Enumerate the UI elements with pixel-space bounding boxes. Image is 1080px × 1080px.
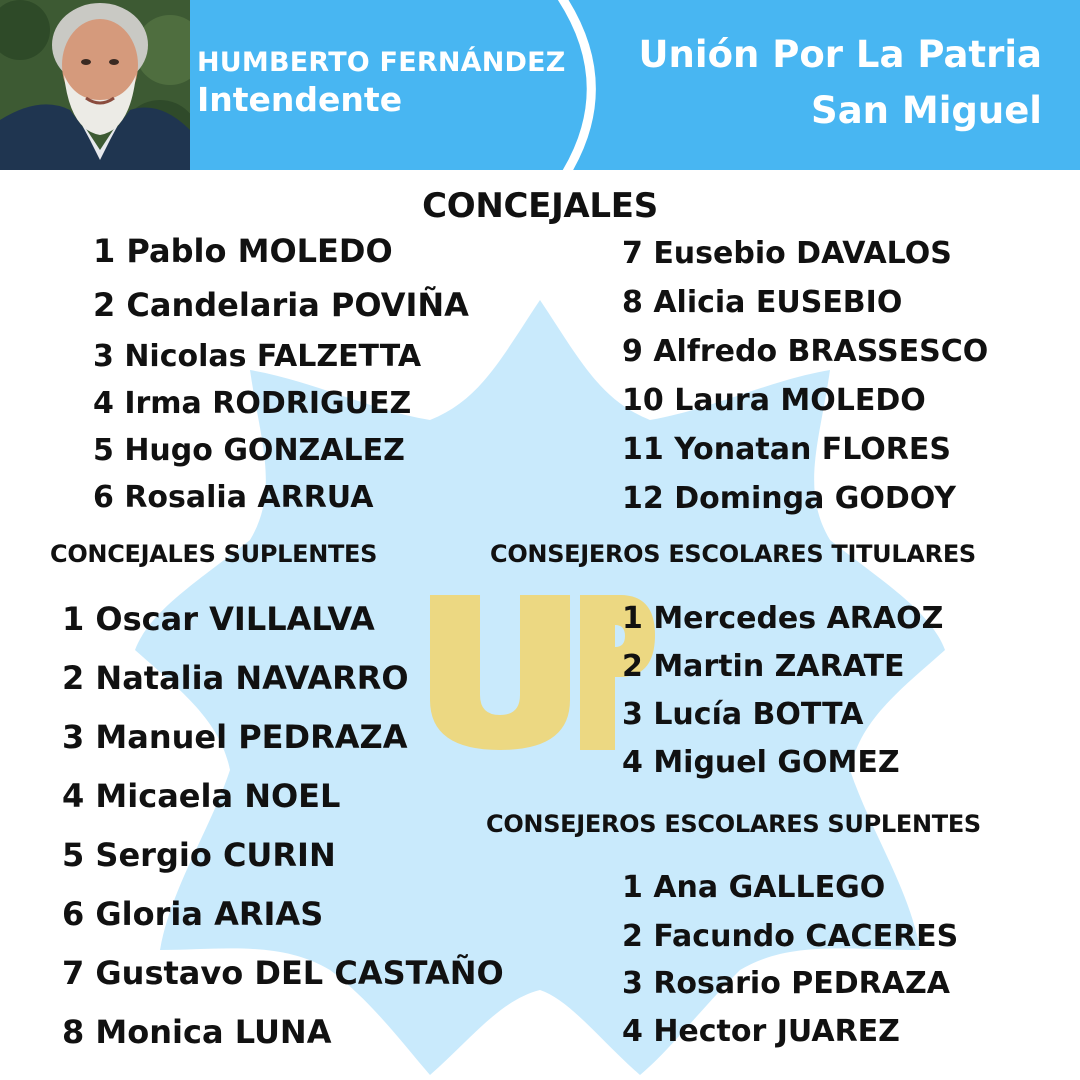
list-item: 1 Ana GALLEGO	[622, 870, 886, 905]
party-location: San Miguel	[811, 89, 1042, 132]
list-item: 3 Manuel PEDRAZA	[62, 718, 408, 756]
list-item: 8 Monica LUNA	[62, 1013, 332, 1051]
list-item: 6 Gloria ARIAS	[62, 895, 324, 933]
mayor-role: Intendente	[197, 80, 403, 119]
consejeros-suplentes-list	[622, 870, 1062, 1070]
concejales-list-left	[93, 232, 573, 522]
list-item: 4 Micaela NOEL	[62, 777, 341, 815]
list-item: 7 Gustavo DEL CASTAÑO	[62, 954, 504, 992]
concejales-suplentes-heading: CONCEJALES SUPLENTES	[50, 540, 378, 568]
concejales-list-right	[622, 236, 1062, 526]
eye-left	[81, 59, 91, 65]
list-item: 1 Oscar VILLALVA	[62, 600, 375, 638]
list-item: 9 Alfredo BRASSESCO	[622, 334, 989, 369]
list-item: 2 Martin ZARATE	[622, 649, 905, 684]
list-item: 11 Yonatan FLORES	[622, 432, 952, 467]
list-item: 10 Laura MOLEDO	[622, 383, 926, 418]
list-item: 6 Rosalia ARRUA	[93, 480, 374, 515]
header-banner	[0, 0, 1080, 170]
list-item: 1 Mercedes ARAOZ	[622, 601, 944, 636]
mayor-photo	[0, 0, 190, 170]
consejeros-titulares-heading: CONSEJEROS ESCOLARES TITULARES	[490, 540, 976, 568]
list-item: 7 Eusebio DAVALOS	[622, 236, 952, 271]
list-item: 4 Irma RODRIGUEZ	[93, 386, 412, 421]
list-item: 5 Sergio CURIN	[62, 836, 336, 874]
list-item: 5 Hugo GONZALEZ	[93, 433, 405, 468]
consejeros-titulares-list	[622, 601, 1062, 801]
mayor-name: HUMBERTO FERNÁNDEZ	[197, 47, 566, 78]
list-item: 2 Candelaria POVIÑA	[93, 286, 469, 324]
concejales-heading: CONCEJALES	[422, 186, 658, 226]
consejeros-suplentes-heading: CONSEJEROS ESCOLARES SUPLENTES	[486, 810, 981, 838]
list-item: 2 Facundo CACERES	[622, 919, 959, 954]
eye-right	[109, 59, 119, 65]
header-curve-white	[560, 0, 591, 170]
party-name: Unión Por La Patria	[638, 33, 1042, 76]
list-item: 8 Alicia EUSEBIO	[622, 285, 903, 320]
list-item: 4 Hector JUAREZ	[622, 1014, 900, 1049]
list-item: 3 Rosario PEDRAZA	[622, 966, 950, 1001]
mayor-portrait-icon	[0, 0, 190, 170]
concejales-suplentes-list	[62, 600, 532, 1060]
list-item: 4 Miguel GOMEZ	[622, 745, 900, 780]
list-item: 12 Dominga GODOY	[622, 481, 956, 516]
list-item: 2 Natalia NAVARRO	[62, 659, 409, 697]
list-item: 3 Lucía BOTTA	[622, 697, 864, 732]
list-item: 1 Pablo MOLEDO	[93, 232, 393, 270]
list-item: 3 Nicolas FALZETTA	[93, 339, 422, 374]
